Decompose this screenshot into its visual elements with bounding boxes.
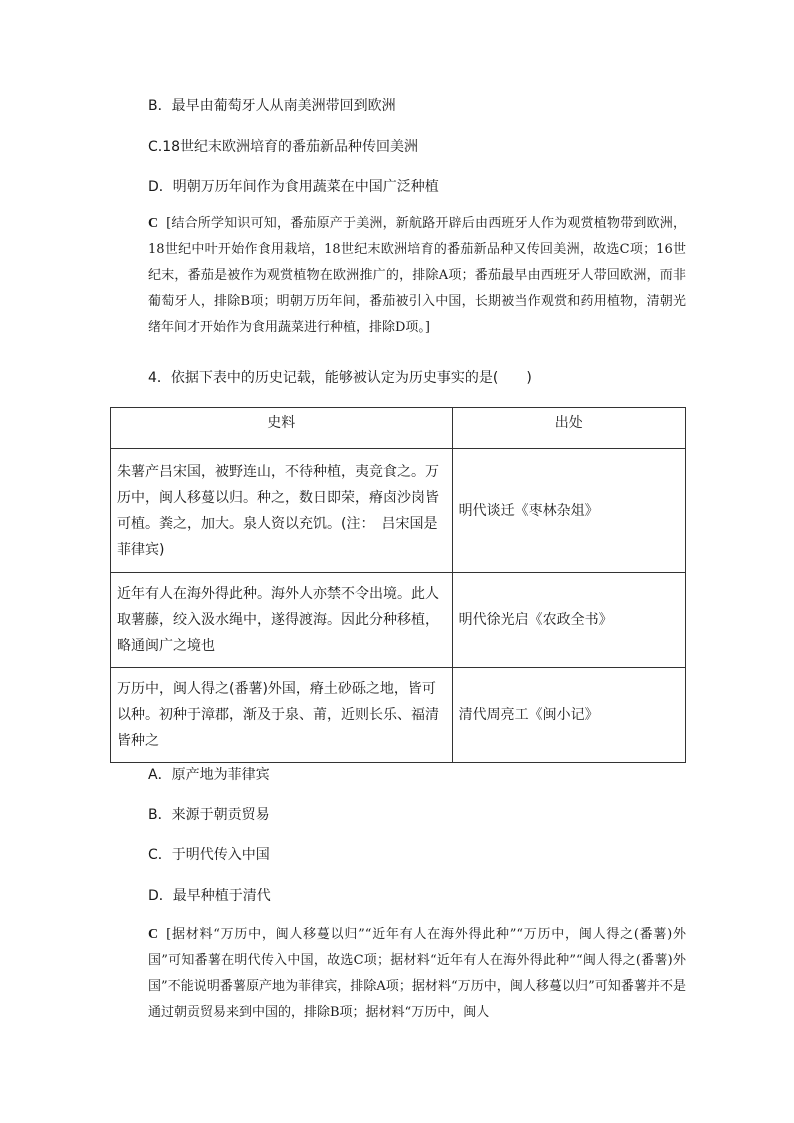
prev-option-c: C.18世纪末欧洲培育的番茄新品种传回美洲: [148, 139, 419, 155]
q4-option-d: D．最早种植于清代: [148, 888, 271, 904]
source-table: [110, 407, 686, 763]
prev-option-b: B．最早由葡萄牙人从南美洲带回到欧洲: [148, 98, 396, 114]
q4-option-a: A．原产地为菲律宾: [148, 767, 270, 783]
table-header-row: [111, 408, 686, 449]
table-cell-text: 万历中，闽人得之(番薯)外国，瘠土砂砾之地，皆可以种。初种于漳郡，渐及于泉、莆，近则长乐、福清皆种之: [111, 668, 453, 763]
q4-option-c: C．于明代传入中国: [148, 847, 270, 863]
table-row: [111, 573, 686, 668]
q4-answer: C: [148, 927, 159, 942]
table-cell-source: 清代周亮工《闽小记》: [452, 668, 685, 763]
prev-explanation: [结合所学知识可知，番茄原产于美洲，新航路开辟后由西班牙人作为观赏植物带到欧洲，18世纪中叶开始作食用栽培，18世纪末欧洲培育的番茄新品种又传回美洲，故选C项；16世纪末，番茄是被作为观赏植物在欧洲推广的，排除A项；番茄最早由西班牙人带回欧洲，而非葡萄牙人，排除B项；明朝万历年间，番茄被引入中国，长期被当作观赏和药用植物，清朝光绪年间才开始作为食用蔬菜进行种植，排除D项。]: [148, 216, 686, 335]
table-cell-source: 明代谈迁《枣林杂俎》: [452, 449, 685, 573]
table-row: [111, 449, 686, 573]
table-cell-text: 朱薯产吕宋国，被野连山，不待种植，夷竞食之。万历中，闽人移蔓以归。种之，数日即荣，瘠卤沙岗皆可植。粪之，加大。泉人资以充饥。(注： 吕宋国是菲律宾): [111, 449, 453, 573]
table-header-origin: 出处: [452, 408, 685, 449]
question-4-stem: 4．依据下表中的历史记载，能够被认定为历史事实的是( ): [148, 370, 532, 386]
table-cell-text: 近年有人在海外得此种。海外人亦禁不令出境。此人取薯藤，绞入汲水绳中，遂得渡海。因此分种移植，略通闽广之境也: [111, 573, 453, 668]
prev-answer: C: [148, 216, 159, 231]
prev-explanation-block: [148, 211, 686, 341]
table-row: [111, 668, 686, 763]
q4-explanation-block: [148, 922, 686, 1026]
q4-explanation: [据材料“万历中，闽人移蔓以归”“近年有人在海外得此种”“万历中，闽人得之(番薯)外国”可知番薯在明代传入中国，故选C项；据材料“近年有人在海外得此种”“闽人得之(番薯)外国”不能说明番薯原产地为菲律宾，排除A项；据材料“万历中，闽人移蔓以归”可知番薯并不是通过朝贡贸易来到中国的，排除B项；据材料“万历中，闽人: [148, 927, 686, 1020]
q4-option-b: B．来源于朝贡贸易: [148, 807, 270, 823]
table-header-source-text: 史料: [111, 408, 453, 449]
prev-option-d: D．明朝万历年间作为食用蔬菜在中国广泛种植: [148, 179, 439, 195]
table-cell-source: 明代徐光启《农政全书》: [452, 573, 685, 668]
